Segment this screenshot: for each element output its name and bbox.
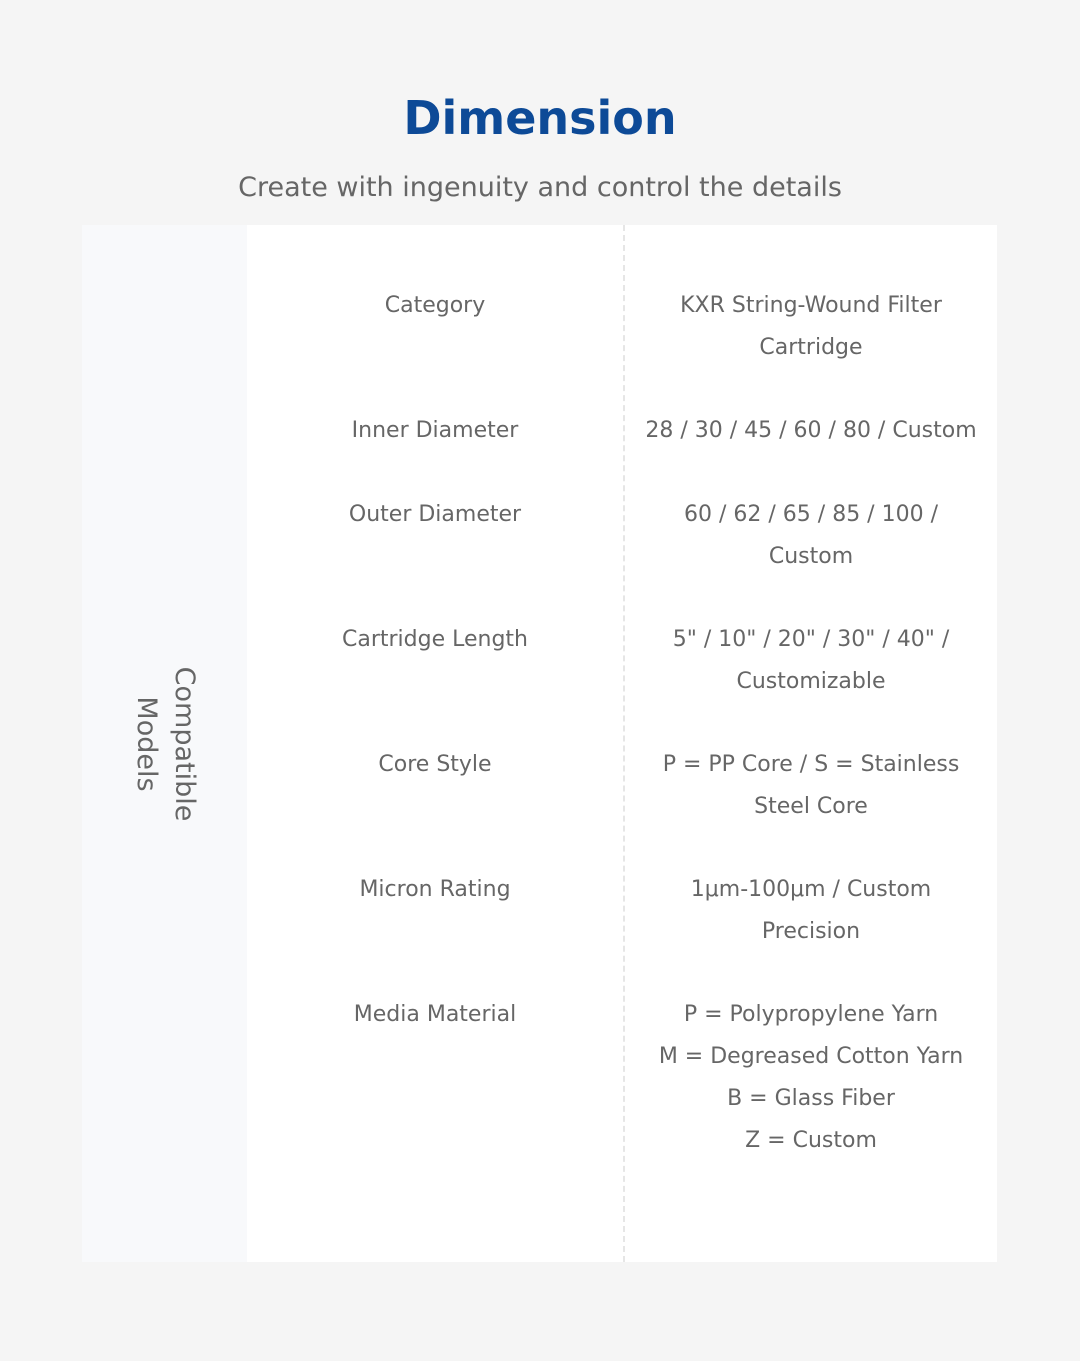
- page-title: Dimension: [403, 91, 677, 145]
- side-header: [82, 225, 247, 1262]
- row-label: Outer Diameter: [348, 502, 522, 527]
- row-label: Core Style: [378, 752, 492, 777]
- value-line: Precision: [761, 919, 861, 944]
- row-value: [625, 744, 997, 828]
- page-subtitle: Create with ingenuity and control the details: [238, 172, 842, 203]
- value-line: 28 / 30 / 45 / 60 / 80 / Custom: [645, 418, 977, 443]
- value-line: 1μm-100μm / Custom: [690, 877, 932, 902]
- value-line: P = PP Core / S = Stainless: [662, 752, 960, 777]
- dimension-table: [82, 225, 997, 1262]
- side-header-label: Compatible Models: [130, 666, 200, 821]
- row-label: Media Material: [353, 1002, 517, 1027]
- row-value: [625, 619, 997, 703]
- value-line: KXR String-Wound Filter: [680, 293, 942, 318]
- value-line: B = Glass Fiber: [727, 1086, 895, 1111]
- row-value: [625, 410, 997, 452]
- row-value: [625, 285, 997, 369]
- value-line: Custom: [768, 544, 854, 569]
- row-value: [625, 994, 997, 1162]
- value-line: Steel Core: [754, 794, 868, 819]
- value-line: Customizable: [736, 669, 886, 694]
- row-label: Category: [384, 293, 486, 318]
- value-line: 5" / 10" / 20" / 30" / 40" /: [672, 627, 950, 652]
- row-label: Micron Rating: [359, 877, 511, 902]
- value-line: Cartridge: [759, 335, 863, 360]
- table-body: [247, 225, 997, 1262]
- row-label: Cartridge Length: [341, 627, 528, 652]
- value-line: Z = Custom: [745, 1128, 877, 1153]
- value-line: 60 / 62 / 65 / 85 / 100 /: [684, 502, 938, 527]
- value-line: M = Degreased Cotton Yarn: [658, 1044, 964, 1069]
- row-value: [625, 869, 997, 953]
- row-label: Inner Diameter: [351, 418, 519, 443]
- value-line: P = Polypropylene Yarn: [683, 1002, 939, 1027]
- row-value: [625, 494, 997, 578]
